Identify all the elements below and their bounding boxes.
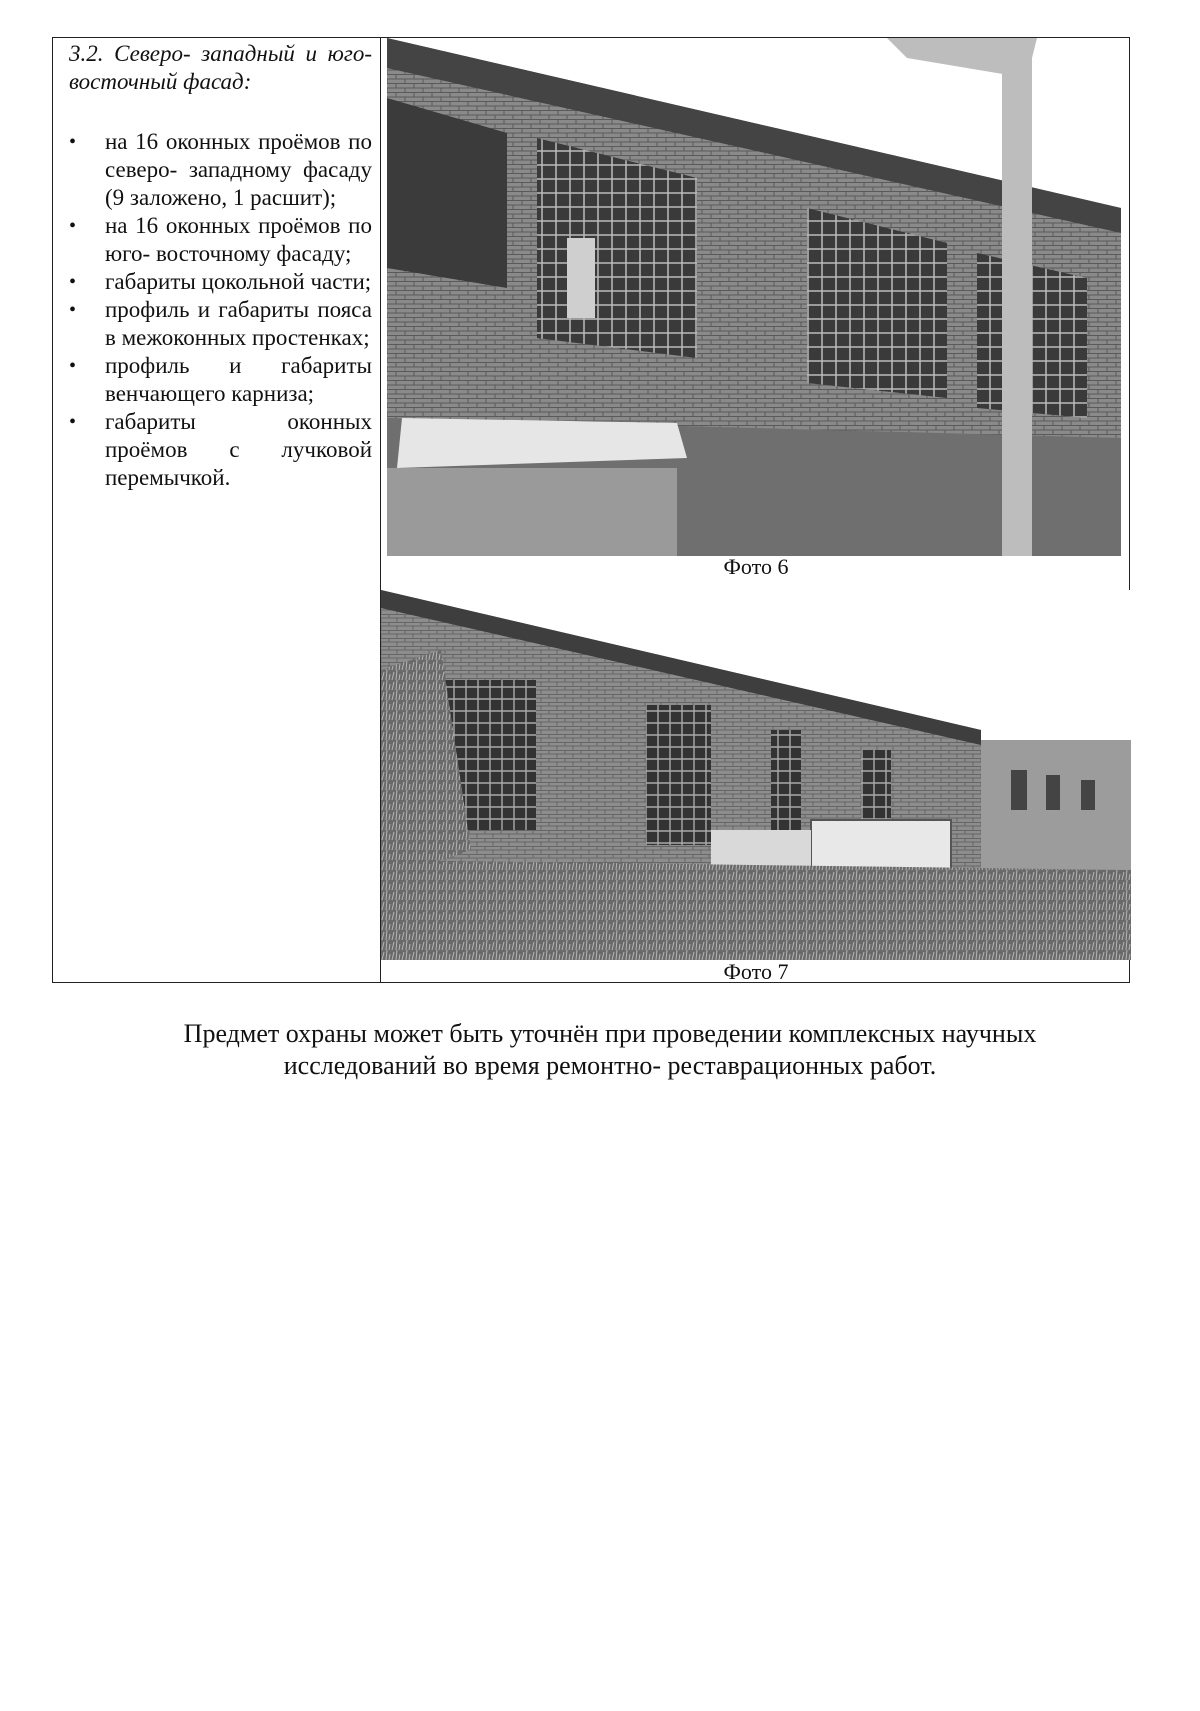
protection-note: Предмет охраны может быть уточнён при проведении комплексных научных исследований во время ремонтно- реставрационных работ. — [183, 1019, 1037, 1080]
photo-6-facade — [387, 38, 1121, 556]
bullet: • — [69, 271, 77, 293]
list-item: • на 16 оконных проёмов по северо- западному фасаду (9 заложено, 1 расшит); — [69, 129, 372, 210]
list-item: • габариты цокольной части; — [69, 269, 372, 294]
bullet: • — [69, 215, 77, 237]
bullet: • — [69, 355, 77, 377]
list-item: • габариты оконных проёмов с лучковой перемычкой. — [69, 409, 372, 490]
content-table — [52, 37, 1130, 983]
list-item: • профиль и габариты венчающего карниза; — [69, 353, 372, 406]
protection-items-list — [69, 128, 372, 492]
photo-7-caption: Фото 7 — [723, 959, 789, 984]
list-item: • профиль и габариты пояса в межоконных простенках; — [69, 297, 372, 350]
bullet: • — [69, 299, 77, 321]
photo-6-caption: Фото 6 — [723, 554, 789, 579]
photo-7-facade — [381, 590, 1131, 960]
bullet: • — [69, 131, 77, 153]
bullet: • — [69, 411, 77, 433]
section-title: 3.2. Северо- западный и юго- восточный фасад: — [69, 41, 372, 94]
list-item: • на 16 оконных проёмов по юго- восточному фасаду; — [69, 213, 372, 266]
description-column — [53, 38, 381, 982]
